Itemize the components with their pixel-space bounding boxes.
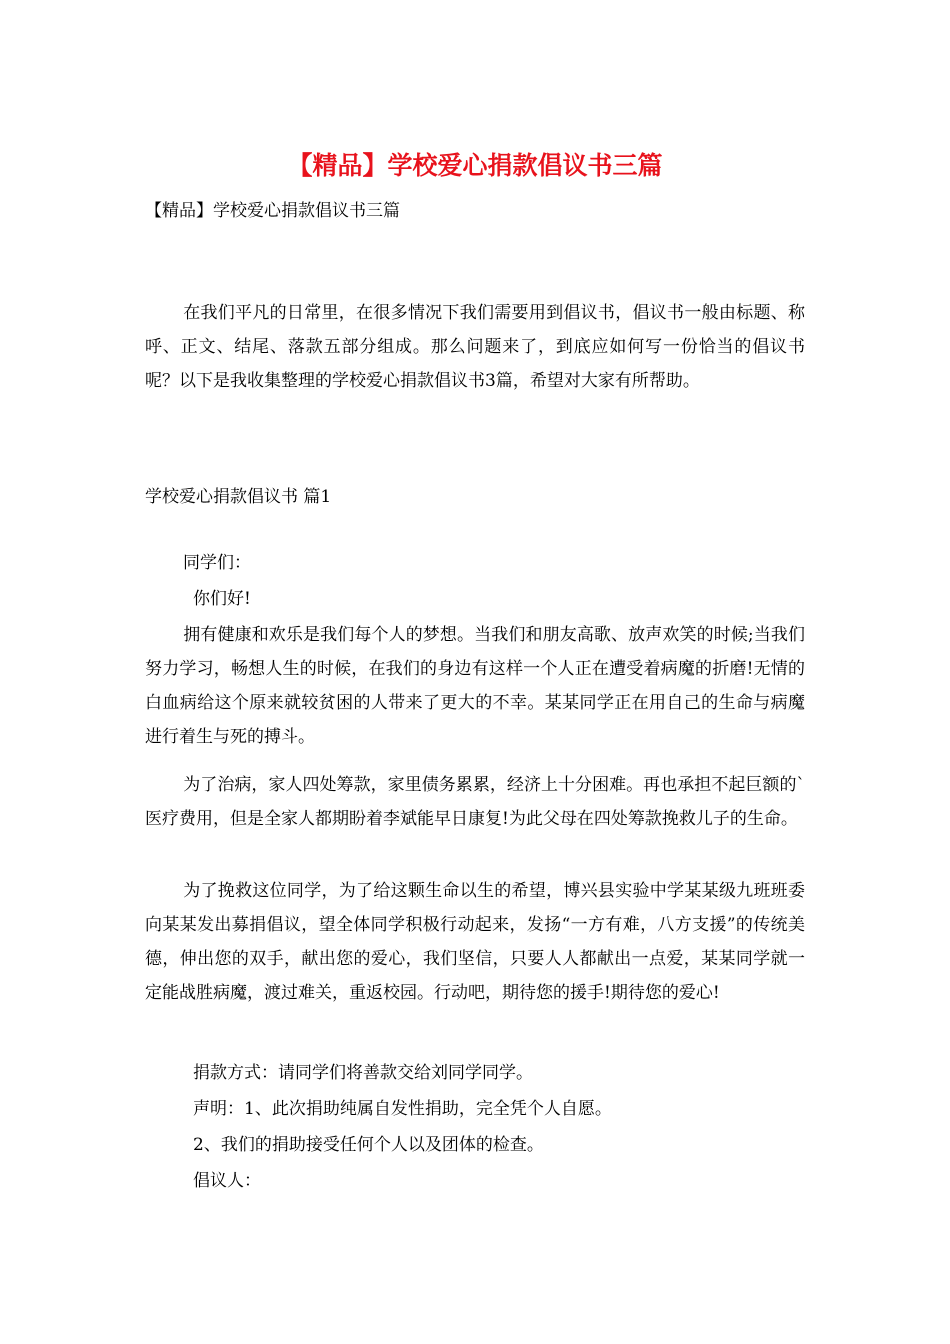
- initiator-label: 倡议人：: [193, 1171, 261, 1191]
- intro-paragraph: 在我们平凡的日常里，在很多情况下我们需要用到倡议书，倡议书一般由标题、称呼、正文、结尾、落款五部分组成。那么问题来了，到底应如何写一份恰当的倡议书呢？以下是我收集整理的学校爱心捐款倡议书3篇，希望对大家有所帮助。: [145, 303, 805, 391]
- body-paragraph-1: 拥有健康和欢乐是我们每个人的梦想。当我们和朋友高歌、放声欢笑的时候;当我们努力学习，畅想人生的时候，在我们的身边有这样一个人正在遭受着病魔的折磨!无情的白血病给这个原来就较贫困的人带来了更大的不幸。某某同学正在用自己的生命与病魔进行着生与死的搏斗。: [145, 625, 805, 747]
- salutation: 同学们：: [183, 553, 251, 573]
- document-title: 【精品】学校爱心捐款倡议书三篇: [287, 151, 663, 180]
- statement-1: 声明：1、此次捐助纯属自发性捐助，完全凭个人自愿。: [193, 1099, 612, 1119]
- greeting: 你们好!: [193, 589, 251, 609]
- document-subtitle: 【精品】学校爱心捐款倡议书三篇: [145, 201, 400, 221]
- body-paragraph-3: 为了挽救这位同学，为了给这颗生命以生的希望，博兴县实验中学某某级九班班委向某某发出募捐倡议，望全体同学积极行动起来，发扬“一方有难，八方支援”的传统美德，伸出您的双手，献出您的爱心，我们坚信，只要人人都献出一点爱，某某同学就一定能战胜病魔，渡过难关，重返校园。行动吧，期待您的援手!期待您的爱心!: [145, 881, 805, 1003]
- body-paragraph-2: 为了治病，家人四处筹款，家里债务累累，经济上十分困难。再也承担不起巨额的`医疗费用，但是全家人都期盼着李斌能早日康复!为此父母在四处筹款挽救儿子的生命。: [145, 775, 805, 829]
- section-heading: 学校爱心捐款倡议书 篇1: [145, 487, 332, 507]
- statement-2: 2、我们的捐助接受任何个人以及团体的检查。: [193, 1135, 544, 1155]
- donation-method: 捐款方式：请同学们将善款交给刘同学同学。: [193, 1063, 533, 1083]
